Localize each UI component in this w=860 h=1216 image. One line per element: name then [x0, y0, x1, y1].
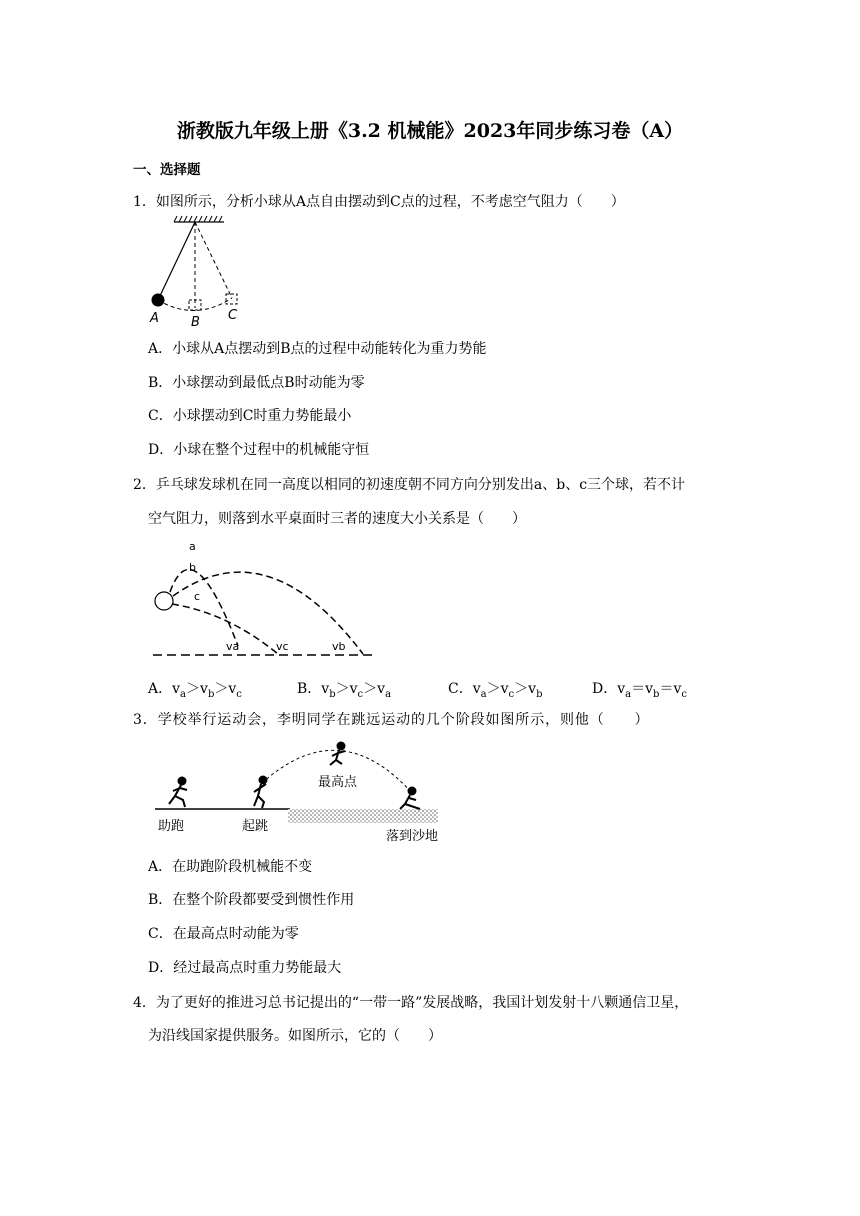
dashed-string-c [195, 222, 232, 298]
ball-a [152, 294, 165, 307]
trajectory-c [172, 604, 278, 654]
q1-option-d[interactable]: D．小球在整个过程中的机械能守恒 [148, 442, 370, 458]
label-run: 助跑 [158, 819, 185, 834]
q1-option-c[interactable]: C．小球摆动到C时重力势能最小 [148, 408, 352, 424]
trajectory-a [170, 569, 238, 646]
q1-option-b[interactable]: B．小球摆动到最低点B时动能为零 [148, 375, 365, 391]
q2-option-d[interactable]: D．$v_a=v_b=v_c$ [592, 681, 687, 700]
launcher-ball [155, 592, 173, 610]
question-1-stem: 1．如图所示，分析小球从A点自由摆动到C点的过程，不考虑空气阻力（ ） [133, 194, 625, 210]
airborne-figure [330, 743, 345, 766]
runner-figure [169, 778, 187, 808]
q1-option-a[interactable]: A．小球从A点摆动到B点的过程中动能转化为重力势能 [148, 341, 487, 357]
label-c: c [194, 590, 201, 603]
question-4-stem-line2: 为沿线国家提供服务。如图所示，它的（ ） [148, 1028, 442, 1044]
q2-option-a[interactable]: A．$v_a>v_b>v_c$ [148, 681, 242, 700]
label-land: 落到沙地 [386, 829, 439, 844]
question-2-stem-line1: 2．乒乓球发球机在同一高度以相同的初速度朝不同方向分别发出a、b、c三个球，若不计 [133, 477, 686, 493]
question-3-stem: 3．学校举行运动会，李明同学在跳远运动的几个阶段如图所示，则他（ ） [133, 712, 650, 728]
page-title: 浙教版九年级上册《3.2 机械能》2023年同步练习卷（A） [176, 120, 684, 142]
landing-figure [400, 788, 420, 810]
label-a: A [150, 311, 159, 326]
ceiling-hatch [174, 216, 222, 222]
label-vb: vb [332, 640, 346, 653]
label-c: C [228, 308, 238, 323]
long-jump-figure [150, 738, 450, 846]
pendulum-string [158, 222, 195, 300]
q2-option-c[interactable]: C．$v_a>v_c>v_b$ [448, 681, 543, 700]
takeoff-figure [254, 777, 267, 809]
section-heading: 一、选择题 [133, 162, 201, 178]
label-b: b [189, 561, 196, 574]
sand-pit [288, 809, 438, 823]
pingpong-figure [148, 538, 378, 664]
question-2-stem-line2: 空气阻力，则落到水平桌面时三者的速度大小关系是（ ） [148, 511, 526, 527]
q2-option-b[interactable]: B．$v_b>v_c>v_a$ [297, 681, 392, 700]
question-4-stem-line1: 4．为了更好的推进习总书记提出的“一带一路”发展战略，我国计划发射十八颗通信卫星， [133, 995, 689, 1011]
pendulum-figure [140, 214, 250, 332]
q3-option-d[interactable]: D．经过最高点时重力势能最大 [148, 960, 342, 976]
ball-c [226, 294, 237, 304]
q3-option-b[interactable]: B．在整个阶段都要受到惯性作用 [148, 892, 355, 908]
label-b: B [191, 315, 200, 330]
label-jump: 起跳 [242, 819, 269, 834]
label-va: va [226, 640, 240, 653]
label-top: 最高点 [318, 775, 358, 790]
label-vc: vc [276, 640, 289, 653]
q3-option-a[interactable]: A．在助跑阶段机械能不变 [148, 859, 313, 875]
q3-option-c[interactable]: C．在最高点时动能为零 [148, 926, 299, 942]
label-a: a [189, 540, 196, 553]
